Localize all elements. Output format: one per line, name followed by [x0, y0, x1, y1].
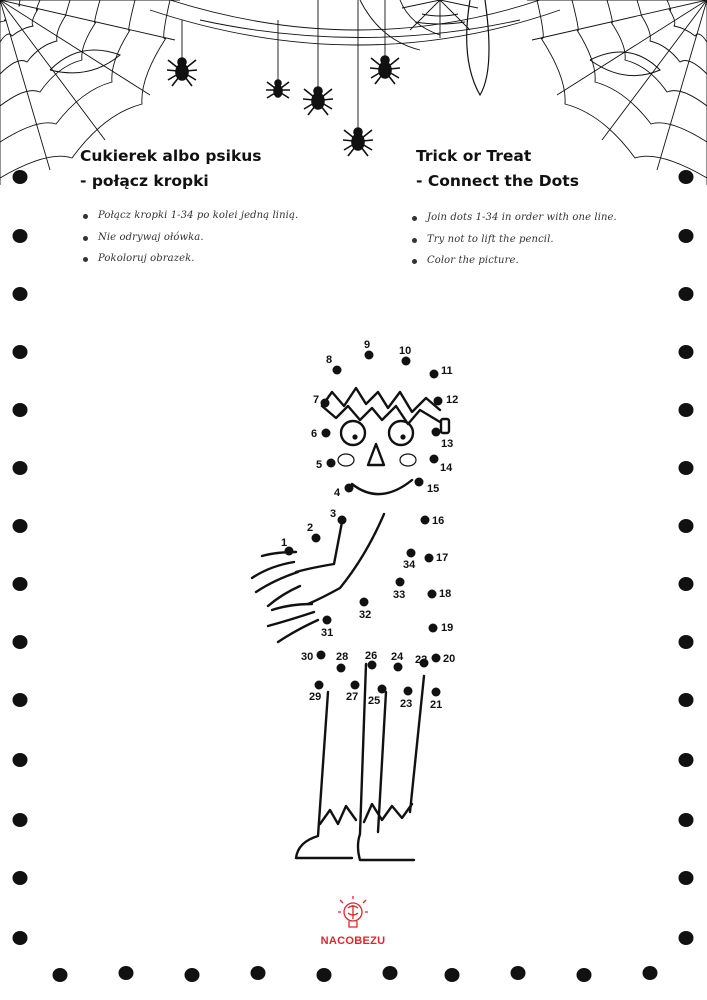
instruction-item: Pokoloruj obrazek.	[80, 248, 298, 270]
title-polish-line1: Cukierek albo psikus	[80, 147, 262, 165]
dot-label: 28	[336, 651, 349, 663]
dot-label: 11	[441, 365, 453, 377]
brand-name: NACOBEZU	[320, 935, 386, 947]
instruction-item: Try not to lift the pencil.	[409, 229, 617, 251]
dot-label: 5	[316, 459, 323, 471]
dot-label: 15	[427, 483, 440, 495]
dot-label: 13	[441, 438, 454, 450]
dot-label: 32	[359, 609, 372, 621]
dot-label: 16	[432, 515, 445, 527]
dot-label: 10	[399, 345, 412, 357]
dot-label: 1	[281, 537, 288, 549]
instruction-item: Color the picture.	[409, 250, 617, 272]
instruction-item: Join dots 1-34 in order with one line.	[409, 207, 617, 229]
dot-label: 29	[309, 691, 322, 703]
dot-label: 26	[365, 650, 378, 662]
dot-label: 30	[301, 651, 314, 663]
dot-label: 14	[440, 462, 453, 474]
dot-label: 33	[393, 589, 406, 601]
dot-label: 22	[415, 654, 428, 666]
dot-label: 9	[364, 339, 371, 351]
dot-label: 4	[334, 487, 341, 499]
dot-label: 24	[391, 651, 404, 663]
dot-label: 8	[326, 354, 333, 366]
dot-label: 34	[403, 559, 416, 571]
instruction-item: Połącz kropki 1-34 po kolei jedną linią.	[80, 205, 298, 227]
title-english-line2: - Connect the Dots	[416, 172, 579, 190]
dot-label: 2	[307, 522, 314, 534]
dot-label: 6	[311, 428, 318, 440]
dot-label: 23	[400, 698, 413, 710]
dot-label: 17	[436, 552, 449, 564]
lightbulb-brain-icon	[338, 896, 368, 927]
instruction-item: Nie odrywaj ołówka.	[80, 227, 298, 249]
dot-label: 21	[430, 699, 443, 711]
dot-label: 25	[368, 695, 381, 707]
dot-label: 27	[346, 691, 359, 703]
dot-label: 18	[439, 588, 452, 600]
title-polish-line2: - połącz kropki	[80, 172, 209, 190]
dot-label: 7	[313, 394, 320, 406]
dot-label: 20	[443, 653, 456, 665]
dot-label: 19	[441, 622, 454, 634]
dot-label: 3	[330, 508, 337, 520]
dot-label: 12	[446, 394, 459, 406]
title-english-line1: Trick or Treat	[416, 147, 532, 165]
dot-label: 31	[321, 627, 334, 639]
